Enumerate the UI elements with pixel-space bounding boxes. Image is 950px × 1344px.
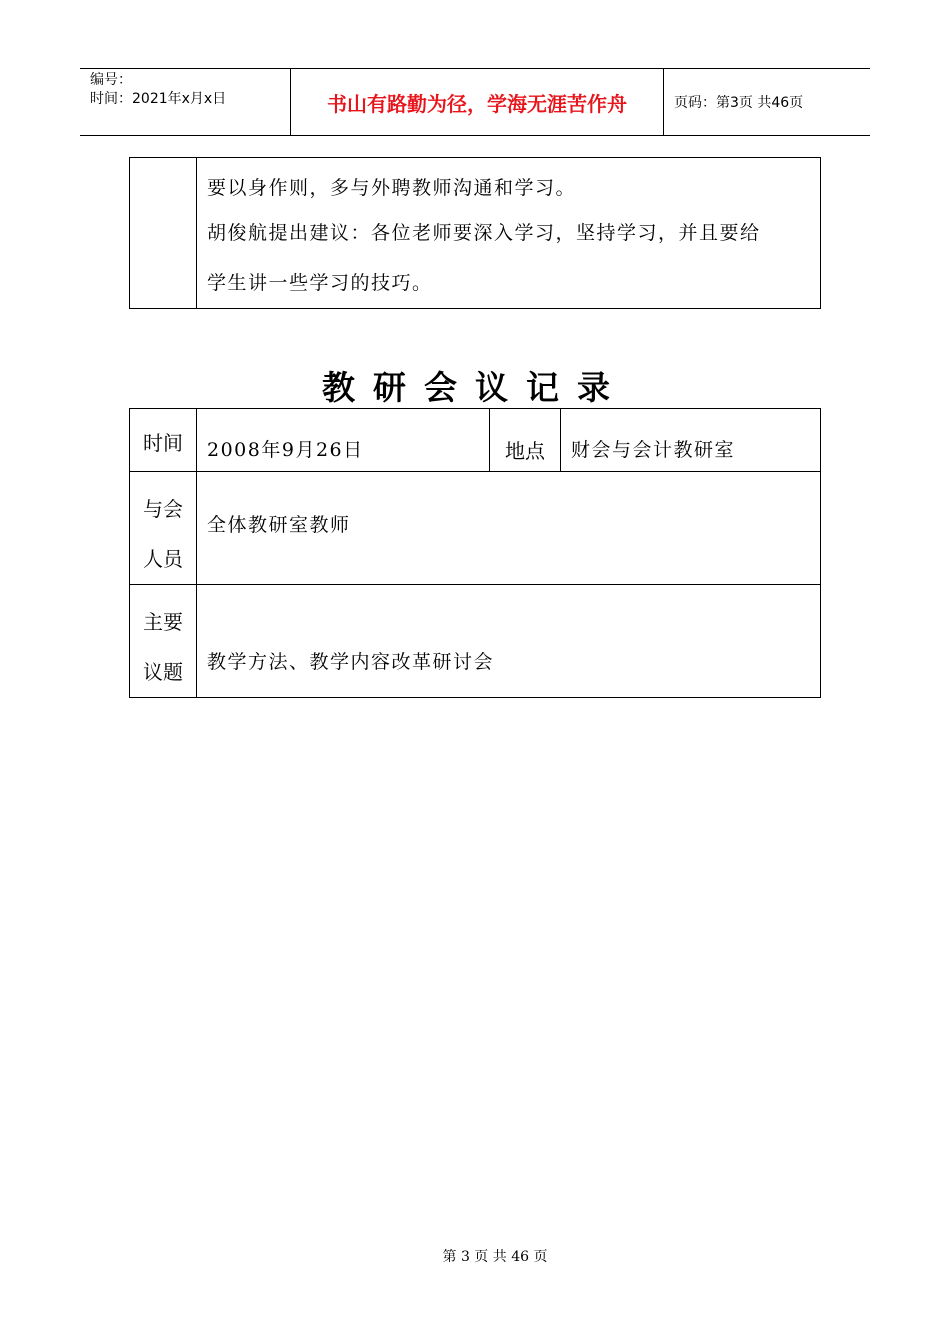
previous-record-label-cell xyxy=(130,158,197,309)
header-meta xyxy=(80,69,291,135)
topic-value: 教学方法、教学内容改革研讨会 xyxy=(197,585,821,698)
page-header xyxy=(80,68,870,136)
header-number-label: 编号： xyxy=(90,72,132,88)
attendees-label xyxy=(130,472,197,585)
previous-record-line-2: 胡俊航提出建议：各位老师要深入学习，坚持学习，并且要给 xyxy=(207,222,761,244)
topic-label-line-2: 议题 xyxy=(143,660,183,684)
previous-record-line-3: 学生讲一些学习的技巧。 xyxy=(207,272,433,294)
time-label: 时间 xyxy=(130,409,197,472)
attendees-label-line-1: 与会 xyxy=(143,497,183,521)
section-title: 教研会议记录 xyxy=(322,368,628,407)
meeting-record-table xyxy=(129,408,821,698)
previous-record-table xyxy=(129,157,821,309)
page-footer: 第 3 页 共 46 页 xyxy=(442,1249,548,1265)
previous-record-content xyxy=(197,158,821,309)
header-time: 时间：2021年x月x日 xyxy=(90,91,227,107)
time-value: 2008年9月26日 xyxy=(197,409,490,472)
place-label: 地点 xyxy=(490,409,561,472)
topic-label-line-1: 主要 xyxy=(143,610,183,634)
place-value: 财会与会计教研室 xyxy=(561,409,821,472)
header-page-info: 页码：第3页 共46页 xyxy=(674,95,804,111)
header-motto: 书山有路勤为径，学海无涯苦作舟 xyxy=(291,69,664,135)
topic-label xyxy=(130,585,197,698)
attendees-label-line-2: 人员 xyxy=(143,547,183,571)
attendees-value: 全体教研室教师 xyxy=(197,472,821,585)
previous-record-line-1: 要以身作则，多与外聘教师沟通和学习。 xyxy=(207,177,577,199)
